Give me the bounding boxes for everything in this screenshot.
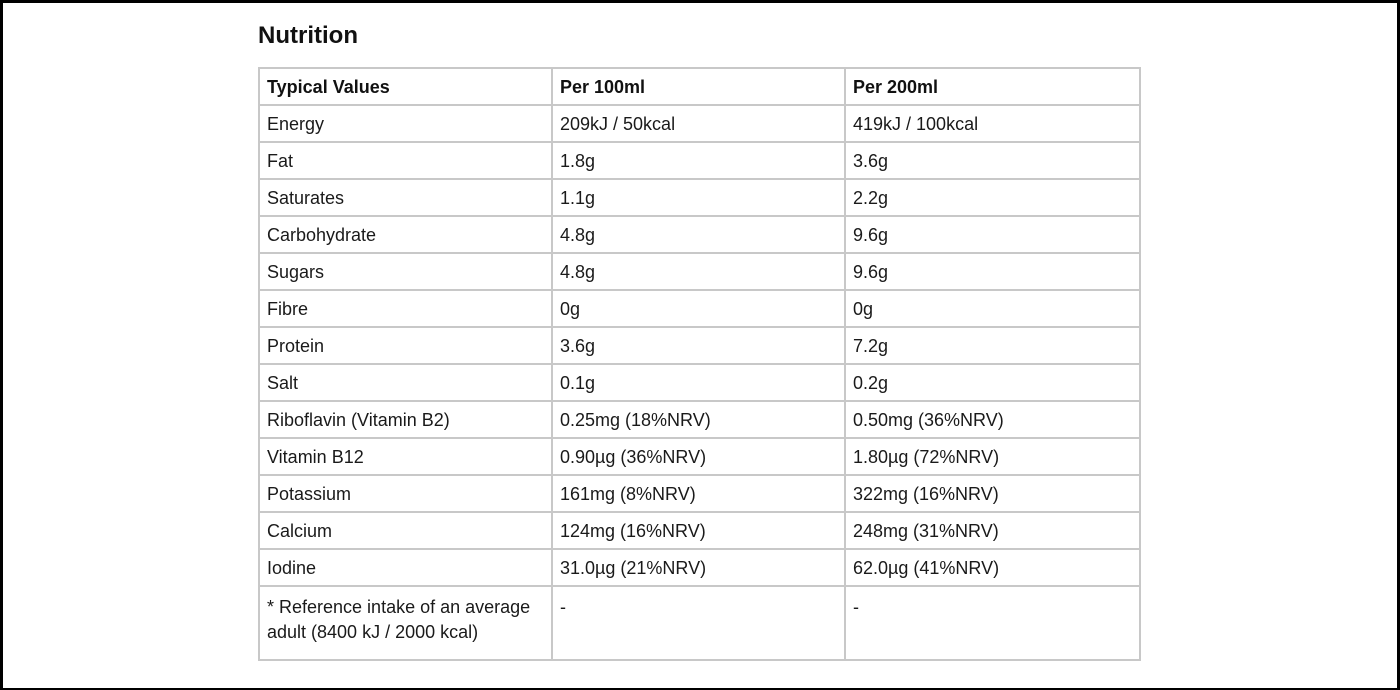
value-per-100ml: 124mg (16%NRV) xyxy=(552,512,845,549)
value-per-200ml: 0g xyxy=(845,290,1140,327)
nutrient-name: Calcium xyxy=(259,512,552,549)
value-per-200ml: 0.50mg (36%NRV) xyxy=(845,401,1140,438)
table-row xyxy=(259,512,1140,549)
value-per-200ml: 7.2g xyxy=(845,327,1140,364)
table-row xyxy=(259,549,1140,586)
nutrient-name: Sugars xyxy=(259,253,552,290)
value-per-100ml: 4.8g xyxy=(552,216,845,253)
value-per-100ml: 0g xyxy=(552,290,845,327)
table-row xyxy=(259,327,1140,364)
table-row xyxy=(259,475,1140,512)
value-per-200ml: 62.0µg (41%NRV) xyxy=(845,549,1140,586)
nutrient-name: Riboflavin (Vitamin B2) xyxy=(259,401,552,438)
value-per-100ml: 0.1g xyxy=(552,364,845,401)
footnote-row xyxy=(259,586,1140,660)
nutrient-name: Salt xyxy=(259,364,552,401)
value-per-100ml: 1.1g xyxy=(552,179,845,216)
table-row xyxy=(259,253,1140,290)
nutrient-name: Fat xyxy=(259,142,552,179)
value-per-100ml: 4.8g xyxy=(552,253,845,290)
table-row xyxy=(259,438,1140,475)
nutrient-name: Vitamin B12 xyxy=(259,438,552,475)
reference-intake-footnote: * Reference intake of an average adult (8400 kJ / 2000 kcal) xyxy=(259,586,552,660)
table-row xyxy=(259,179,1140,216)
value-per-200ml: 419kJ / 100kcal xyxy=(845,105,1140,142)
nutrient-name: Energy xyxy=(259,105,552,142)
table-row xyxy=(259,364,1140,401)
nutrient-name: Protein xyxy=(259,327,552,364)
nutrient-name: Fibre xyxy=(259,290,552,327)
table-row xyxy=(259,142,1140,179)
value-per-100ml: 3.6g xyxy=(552,327,845,364)
footnote-value-per-100ml: - xyxy=(552,586,845,660)
section-title: Nutrition xyxy=(258,22,358,49)
value-per-200ml: 2.2g xyxy=(845,179,1140,216)
value-per-100ml: 209kJ / 50kcal xyxy=(552,105,845,142)
nutrition-section xyxy=(258,20,1140,642)
value-per-200ml: 248mg (31%NRV) xyxy=(845,512,1140,549)
table-row xyxy=(259,105,1140,142)
value-per-100ml: 31.0µg (21%NRV) xyxy=(552,549,845,586)
table-row xyxy=(259,216,1140,253)
nutrient-name: Saturates xyxy=(259,179,552,216)
table-row xyxy=(259,290,1140,327)
value-per-200ml: 0.2g xyxy=(845,364,1140,401)
value-per-200ml: 9.6g xyxy=(845,253,1140,290)
nutrition-table xyxy=(258,67,1141,661)
table-row xyxy=(259,401,1140,438)
value-per-200ml: 9.6g xyxy=(845,216,1140,253)
value-per-100ml: 0.90µg (36%NRV) xyxy=(552,438,845,475)
column-header-typical-values: Typical Values xyxy=(259,68,552,105)
column-header-per-100ml: Per 100ml xyxy=(552,68,845,105)
value-per-100ml: 161mg (8%NRV) xyxy=(552,475,845,512)
value-per-200ml: 3.6g xyxy=(845,142,1140,179)
nutrient-name: Potassium xyxy=(259,475,552,512)
value-per-100ml: 0.25mg (18%NRV) xyxy=(552,401,845,438)
column-header-per-200ml: Per 200ml xyxy=(845,68,1140,105)
value-per-100ml: 1.8g xyxy=(552,142,845,179)
value-per-200ml: 1.80µg (72%NRV) xyxy=(845,438,1140,475)
footnote-value-per-200ml: - xyxy=(845,586,1140,660)
table-header-row xyxy=(259,68,1140,105)
value-per-200ml: 322mg (16%NRV) xyxy=(845,475,1140,512)
nutrient-name: Carbohydrate xyxy=(259,216,552,253)
nutrient-name: Iodine xyxy=(259,549,552,586)
